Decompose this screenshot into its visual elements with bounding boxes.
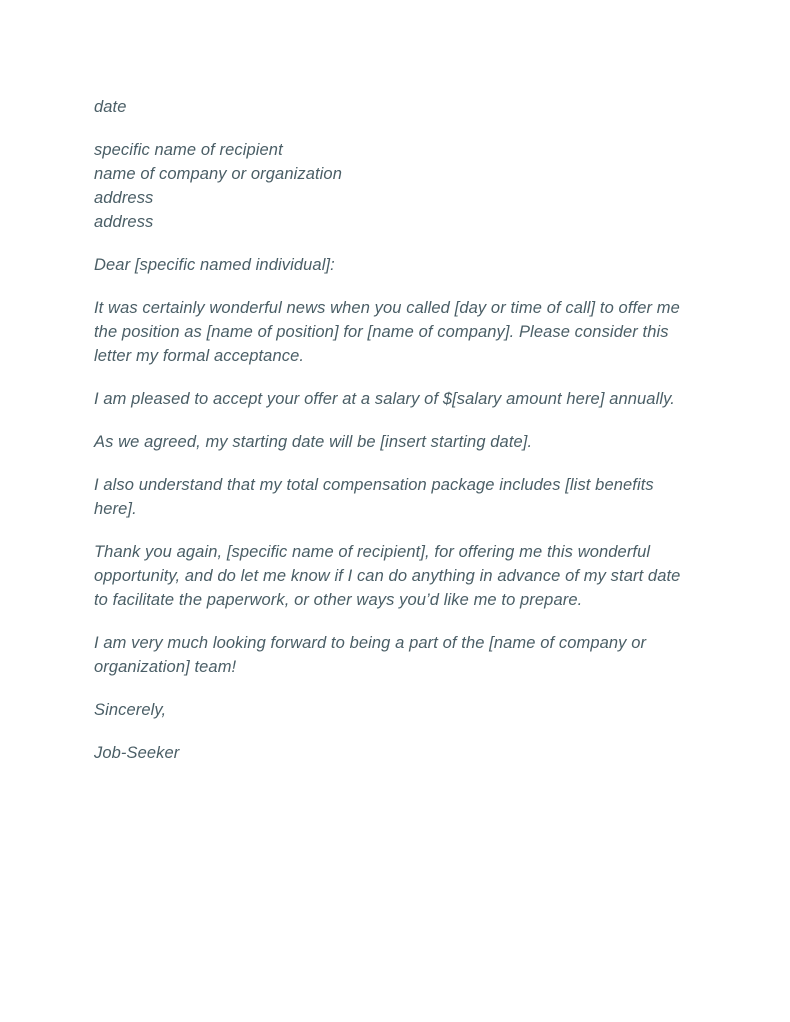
signature-text: Job-Seeker	[94, 744, 180, 762]
paragraph-salary	[94, 387, 700, 411]
closing-text: Sincerely,	[94, 701, 167, 719]
paragraph-acceptance-line-3: letter my formal acceptance.	[94, 347, 305, 365]
paragraph-start-date	[94, 430, 700, 454]
salutation-block	[94, 253, 700, 277]
paragraph-thanks-line-3: to facilitate the paperwork, or other ways you’d like me to prepare.	[94, 591, 583, 609]
company-name-placeholder: name of company or organization	[94, 165, 342, 183]
paragraph-acceptance-line-2: the position as [name of position] for [name of company]. Please consider this	[94, 323, 669, 341]
paragraph-thanks-line-1: Thank you again, [specific name of recipient], for offering me this wonderful	[94, 543, 651, 561]
paragraph-benefits-line-1: I also understand that my total compensation package includes [list benefits	[94, 476, 654, 494]
paragraph-looking-forward-line-1: I am very much looking forward to being a part of the [name of company or	[94, 634, 647, 652]
paragraph-acceptance-line-1: It was certainly wonderful news when you called [day or time of call] to offer me	[94, 299, 680, 317]
address-line-2-placeholder: address	[94, 213, 154, 231]
paragraph-start-date-line-1: As we agreed, my starting date will be [insert starting date].	[94, 433, 533, 451]
closing-block	[94, 698, 700, 722]
signature-block	[94, 741, 700, 765]
paragraph-thanks	[94, 540, 700, 612]
address-line-1-placeholder: address	[94, 189, 154, 207]
date-placeholder: date	[94, 98, 127, 116]
paragraph-salary-line-1: I am pleased to accept your offer at a salary of $[salary amount here] annually.	[94, 390, 675, 408]
recipient-address-block	[94, 138, 700, 234]
paragraph-benefits-line-2: here].	[94, 500, 137, 518]
paragraph-looking-forward	[94, 631, 700, 679]
paragraph-benefits	[94, 473, 700, 521]
paragraph-acceptance	[94, 296, 700, 368]
salutation-text: Dear [specific named individual]:	[94, 256, 335, 274]
recipient-name-placeholder: specific name of recipient	[94, 141, 283, 159]
date-block	[94, 95, 700, 119]
paragraph-thanks-line-2: opportunity, and do let me know if I can do anything in advance of my start date	[94, 567, 681, 585]
paragraph-looking-forward-line-2: organization] team!	[94, 658, 237, 676]
